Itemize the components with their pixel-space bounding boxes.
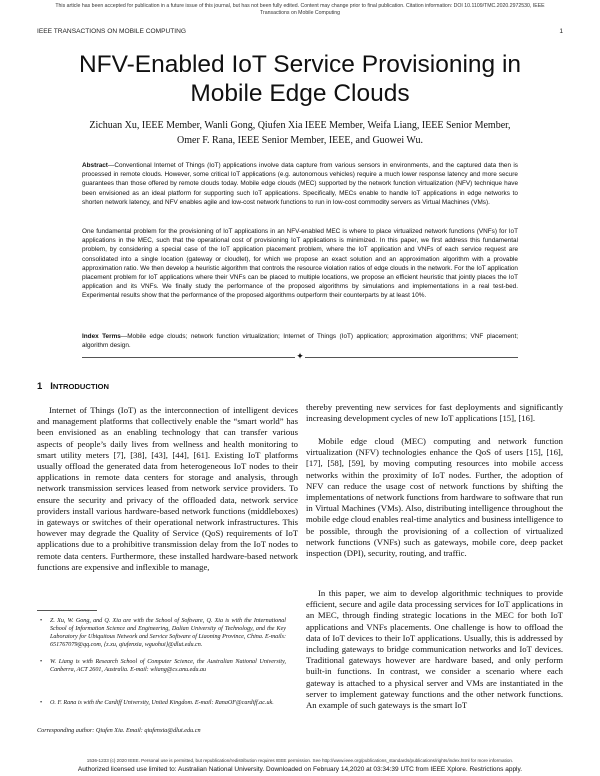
journal-name: IEEE TRANSACTIONS ON MOBILE COMPUTING (37, 28, 186, 35)
footnote-affiliation-3 (40, 699, 286, 707)
paper-title: NFV-Enabled IoT Service Provisioning in Mobile Edge Clouds (78, 51, 522, 107)
abstract-label: Abstract (82, 162, 108, 169)
body-paragraph-left: Internet of Things (IoT) as the interconnection of intelligent devices and management platforms that collectively enable the “smart world” has been envisioned as an enabling technology that can transfer various aspects of people’s daily lives from wellness and health monitoring to smart utility meters [7], [38], [43], [44], [61]. Existing IoT platforms usually offload the generated data from heterogeneous IoT nodes to their applications in remote data centers for storage and analysis, through network transmission services leased from network service providers. To ensure the security and privacy of the offloaded data, network service providers install various hardware-based network functions (middleboxes) in gateways or switches of their operational network infrastructures. This however may degrade the Quality of Service (QoS) requirements of IoT applications due to a prohibitive transmission delay from the IoT nodes to remote data centers. Furthermore, these installed hardware-based network functions are expensive and inflexible to manage, (37, 405, 298, 572)
publication-notice-line2: Transactions on Mobile Computing (260, 10, 340, 16)
author-line-2: Omer F. Rana, IEEE Senior Member, IEEE, and Guowei Wu. (177, 135, 423, 146)
publication-notice-line1: This article has been accepted for publication in a future issue of this journal, but has not been fully edited. Content may change prior to final publication. Citation information: DOI 10.1109/TMC.2020.2972530, IEEE (55, 3, 545, 9)
section-title-initial: I (50, 381, 53, 392)
abstract-paragraph-2: One fundamental problem for the provisioning of IoT applications in an NFV-enabled MEC is where to place virtualized network functions (VNFs) for IoT applications in the MEC, such that the operational cost of provisioning IoT applications is minimized. In this paper, we first address this fundamental problem, by considering a special case of the IoT application placement problem, where the IoT application and VNFs of each service request are consolidated into a single location (gateway or cloudlet), for which we propose an exact solution and an approximation algorithm with a provable approximation ratio. We then develop a heuristic algorithm that controls the resource violation ratios of edge clouds in the network. For the IoT application placement problem for IoT applications where their VNFs can be placed to multiple locations, we propose an efficient heuristic that jointly places the IoT application and its VNFs. We finally study the performance of the proposed algorithms by simulations and implementations in a real test-bed. Experimental results show that the performance of the proposed algorithms outperform their counterparts by at least 10%. (82, 228, 518, 300)
footnote-text-2: W. Liang is with Research School of Computer Science, the Australian National University, Canberra, ACT 2601, Australia. E-mail: wliang@cs.anu.edu.au (50, 659, 286, 673)
running-header (37, 28, 563, 35)
bullet-icon: • (40, 659, 43, 665)
footnote-text-3: O. F. Rana is with the Cardiff University, United Kingdom. E-mail: RanaOF@cardiff.ac.uk. (50, 700, 274, 706)
footnote-affiliation-2 (40, 658, 286, 674)
publication-notice (10, 3, 590, 17)
index-terms-label: Index Terms (82, 333, 121, 340)
abstract-paragraph-1: —Conventional Internet of Things (IoT) applications involve data capture from various sensors in environments, and the captured data then is processed in remote clouds. However, some critical IoT applications (e.g. autonomous vehicles) require a much lower response latency and more secure guarantees than those offered by remote clouds today. Mobile edge clouds (MEC) supported by the network function virtualization (NFV) technique have been envisioned as an ideal platform for supporting such IoT applications. Specifically, MECs enable to handle IoT applications in edge networks to shorten network latency, and NFV enables agile and low-cost network functions to run in low-cost commodity servers as Virtual Machines (VMs). (82, 162, 518, 206)
index-terms-text: —Mobile edge clouds; network function virtualization; Internet of Things (IoT) application; approximation algorithms; VNF placement; algorithm design. (82, 333, 518, 350)
body-paragraph-right-3: In this paper, we aim to develop algorithmic techniques to provide efficient, secure and agile data processing services for IoT applications in an MEC, through finding strategic locations in the MEC for both IoT applications and VNFs placements. One challenge is how to offload the data of IoT devices to their IoT applications. Usually, this is addressed by including gateways to bridge communication networks and IoT devices. Traditional gateways however are hardware based, and only perform built-in functions. In contrast, we consider a scenario where each gateway is attached to a physical server and VMs are instantiated in the server to implement gateway functions and the other network functions. An example of such gateways is the smart IoT (306, 588, 563, 711)
footnote-text-1: Z. Xu, W. Gong, and Q. Xia are with the School of Software, Q. Xia is with the International School of Information Science and Engineering, Dalian University of Technology, and the Key Laboratory for Ubiquitous Network and Service Software of Liaoning Province, China. E-mails: 651767079@qq.com, {z.xu, qiufenxia, wguohui}@dlut.edu.cn. (50, 618, 286, 648)
corresponding-author: Corresponding author: Qiufen Xia. Email: qiufenxia@dlut.edu.cn (37, 727, 201, 734)
index-terms (82, 332, 518, 350)
divider-ornament-icon: ✦ (296, 351, 304, 361)
footnote-affiliation-1 (40, 617, 286, 649)
license-notice: Authorized licensed use limited to: Australian National University. Downloaded on February 14,2020 at 03:34:39 UTC from IEEE Xplore. Restrictions apply. (77, 766, 523, 773)
author-list (40, 118, 560, 148)
footnote-rule (37, 610, 97, 611)
section-heading (37, 381, 109, 392)
bullet-icon: • (40, 618, 43, 624)
abstract (82, 161, 518, 207)
section-number: 1 (37, 381, 43, 392)
body-paragraph-right-1: thereby preventing new services for fast deployments and significantly increasing development cycles of new IoT applications [15], [16]. (306, 402, 563, 424)
body-paragraph-right-2: Mobile edge cloud (MEC) computing and network function virtualization (NFV) technologies enhance the QoS of users [15], [16], [17], [58], [59], by moving computing resources into mobile access networks within the proximity of IoT nodes. Further, the adoption of NFV can reduce the usage cost of network functions by shifting the implementations of network functions from hardware to software that run in Virtual Machines (VMs). Also, distributing intelligence throughout the mobile edge cloud enables real-time analytics and business intelligence to be possible, through the provisioning of a collection of virtualized network functions (VNFs) such as gateways, mobile core, deep packet inspection (DPI), security, routing, and traffic. (306, 436, 563, 559)
section-title-rest: NTRODUCTION (52, 382, 109, 391)
page-number: 1 (559, 28, 563, 35)
bullet-icon: • (40, 700, 43, 706)
copyright-notice: 1536-1233 (c) 2020 IEEE. Personal use is permitted, but republication/redistribution requires IEEE permission. See http://www.ieee.org/publications_standards/publications/rights/index.html for more information. (86, 758, 514, 763)
author-line-1: Zichuan Xu, IEEE Member, Wanli Gong, Qiufen Xia IEEE Member, Weifa Liang, IEEE Senior Member, (89, 120, 511, 131)
